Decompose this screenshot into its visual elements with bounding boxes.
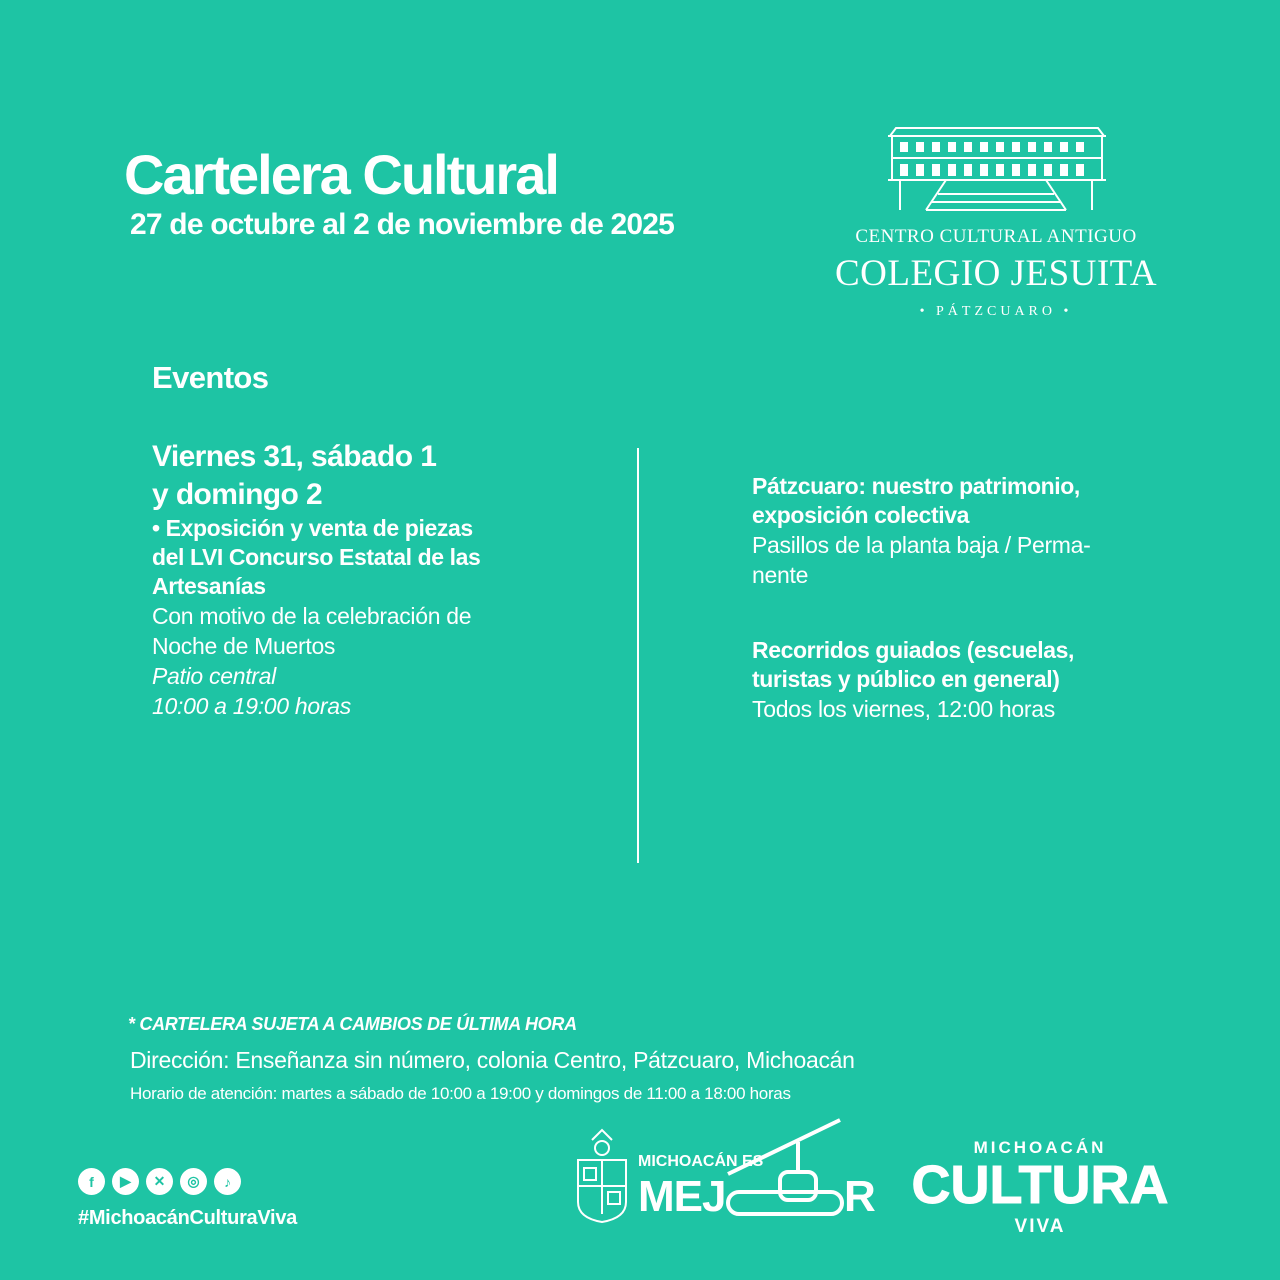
left-event-column [152,438,582,721]
event-location: Patio central [152,663,276,689]
opening-hours: Horario de atención: martes a sábado de 10:00 a 19:00 y domingos de 11:00 a 18:00 horas [130,1084,791,1103]
instagram-icon[interactable]: ◎ [180,1168,207,1195]
event1-description-line2: nente [752,562,809,588]
event1-title-line2: exposición colectiva [752,502,969,528]
day-heading-line2: y domingo 2 [152,478,323,511]
section-title: Eventos [152,360,269,395]
michoacan-es-mejor-logo [572,1114,882,1224]
x-icon[interactable]: ✕ [146,1168,173,1195]
michoacan-cultura-viva-logo [905,1138,1175,1242]
cultura-logo-bottom: VIVA [1014,1216,1066,1237]
event-title-line2: del LVI Concurso Estatal de las [152,544,481,570]
cultura-logo-main: CULTURA [911,1155,1169,1215]
cultura-logo-top: MICHOACÁN [973,1138,1107,1157]
event-description-line1: Con motivo de la celebración de [152,603,472,629]
day-heading-line1: Viernes 31, sábado 1 [152,440,437,473]
event1-title-line1: Pátzcuaro: nuestro patrimonio, [752,473,1080,499]
event-description-line2: Noche de Muertos [152,633,336,659]
hashtag: #MichoacánCulturaViva [78,1207,297,1229]
date-range: 27 de octubre al 2 de noviembre de 2025 [130,208,675,241]
page-title: Cartelera Cultural [124,143,558,206]
event2-title-line1: Recorridos guiados (escuelas, [752,637,1075,663]
mejor-text-right: R [844,1172,876,1221]
event2-description: Todos los viernes, 12:00 horas [752,696,1055,722]
michoacan-es-text: MICHOACÁN ES [638,1153,764,1170]
right-event-column [752,472,1172,724]
column-divider [637,448,639,863]
event2-title-line2: turistas y público en general) [752,666,1060,692]
event-time: 10:00 a 19:00 horas [152,693,351,719]
event-title-line1: • Exposición y venta de piezas [152,515,473,541]
venue-logo-line2: COLEGIO JESUITA [834,253,1158,294]
youtube-icon[interactable]: ▶ [112,1168,139,1195]
event1-description-line1: Pasillos de la planta baja / Perma- [752,532,1091,558]
mejor-text-left: MEJ [638,1172,726,1221]
event-spacer [752,590,1172,636]
address: Dirección: Enseñanza sin número, colonia Centro, Pátzcuaro, Michoacán [130,1047,855,1073]
cable-car-icon [724,1114,844,1224]
venue-logo-line3: • PÁTZCUARO • [919,304,1073,319]
building-icon [886,124,1108,214]
state-seal-icon [572,1114,632,1224]
venue-logo [790,124,1202,329]
facebook-icon[interactable]: f [78,1168,105,1195]
disclaimer: * CARTELERA SUJETA A CAMBIOS DE ÚLTIMA HORA [128,1014,577,1034]
event-title-line3: Artesanías [152,573,266,599]
social-links [78,1168,241,1195]
tiktok-icon[interactable]: ♪ [214,1168,241,1195]
venue-logo-line1: CENTRO CULTURAL ANTIGUO [855,226,1137,247]
